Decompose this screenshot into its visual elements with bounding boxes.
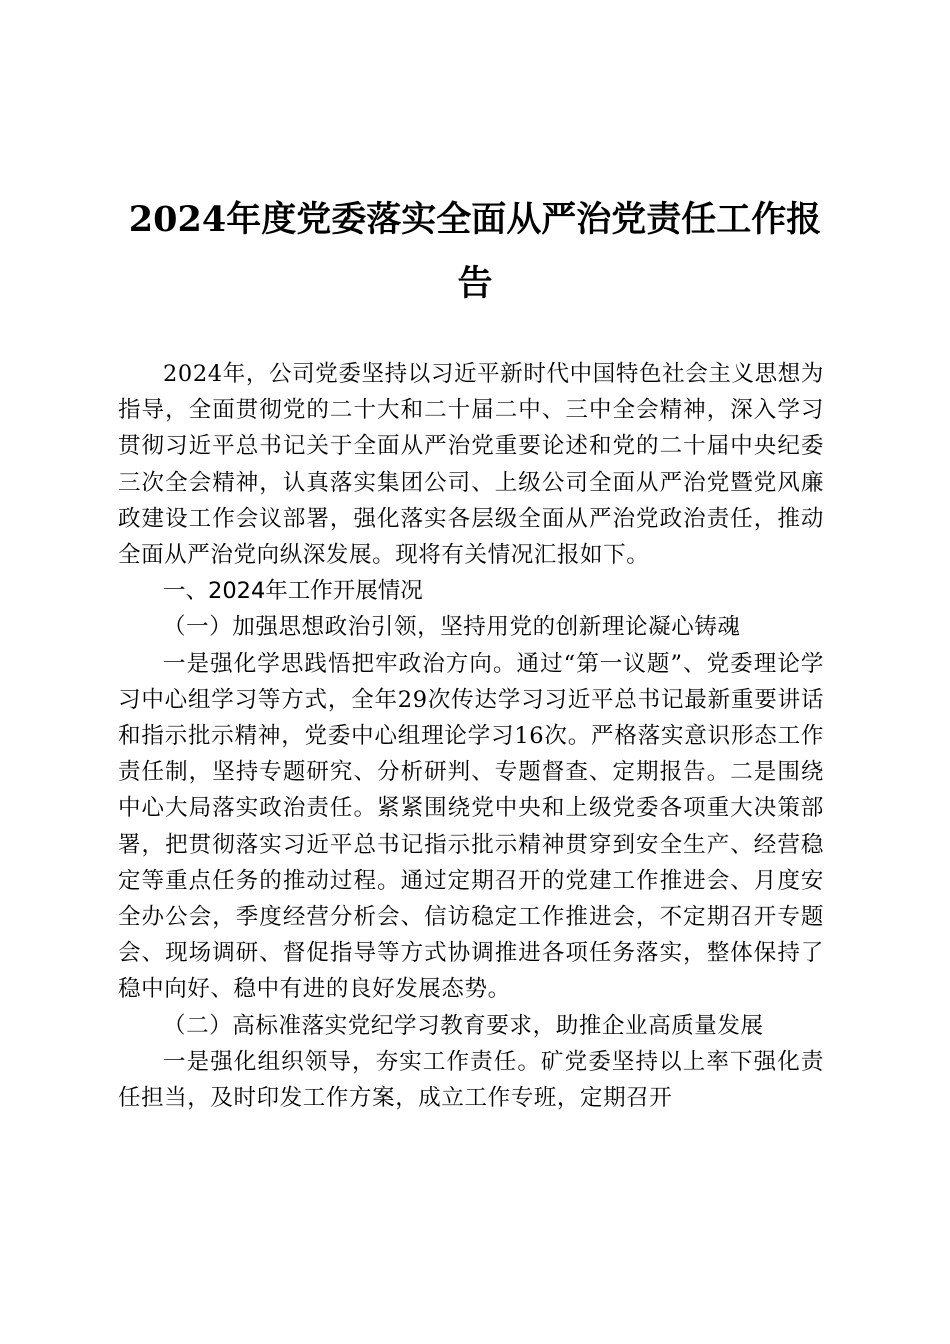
document-title: 2024年度党委落实全面从严治党责任工作报告	[128, 199, 822, 305]
subsection-1-paragraph: 一是强化学思践悟把牢政治方向。通过“第一议题”、党委理论学习中心组学习等方式，全年29次传达学习习近平总书记最新重要讲话和指示批示精神，党委中心组理论学习16次。严格落实意识形态工作责任制，坚持专题研究、分析研判、专题督查、定期报告。二是围绕中心大局落实政治责任。紧紧围绕党中央和上级党委各项重大决策部署，把贯彻落实习近平总书记指示批示精神贯穿到安全生产、经营稳定等重点任务的推动过程。通过定期召开的党建工作推进会、月度安全办公会，季度经营分析会、信访稳定工作推进会，不定期召开专题会、现场调研、督促指导等方式协调推进各项任务落实，整体保持了稳中向好、稳中有进的良好发展态势。	[118, 650, 824, 1003]
section-heading-1: 一、2024年工作开展情况	[163, 578, 423, 605]
document-body	[118, 356, 824, 1116]
subsection-heading-2: （二）高标准落实党纪学习教育要求，助推企业高质量发展	[163, 1012, 764, 1039]
subsection-2-paragraph: 一是强化组织领导，夯实工作责任。矿党委坚持以上率下强化责任担当，及时印发工作方案，成立工作专班，定期召开	[118, 1048, 824, 1112]
subsection-heading-1: （一）加强思想政治引领，坚持用党的创新理论凝心铸魂	[163, 614, 741, 641]
intro-paragraph: 2024年，公司党委坚持以习近平新时代中国特色社会主义思想为指导，全面贯彻党的二十大和二十届二中、三中全会精神，深入学习贯彻习近平总书记关于全面从严治党重要论述和党的二十届中央纪委三次全会精神，认真落实集团公司、上级公司全面从严治党暨党风廉政建设工作会议部署，强化落实各层级全面从严治党政治责任，推动全面从严治党向纵深发展。现将有关情况汇报如下。	[118, 361, 824, 569]
